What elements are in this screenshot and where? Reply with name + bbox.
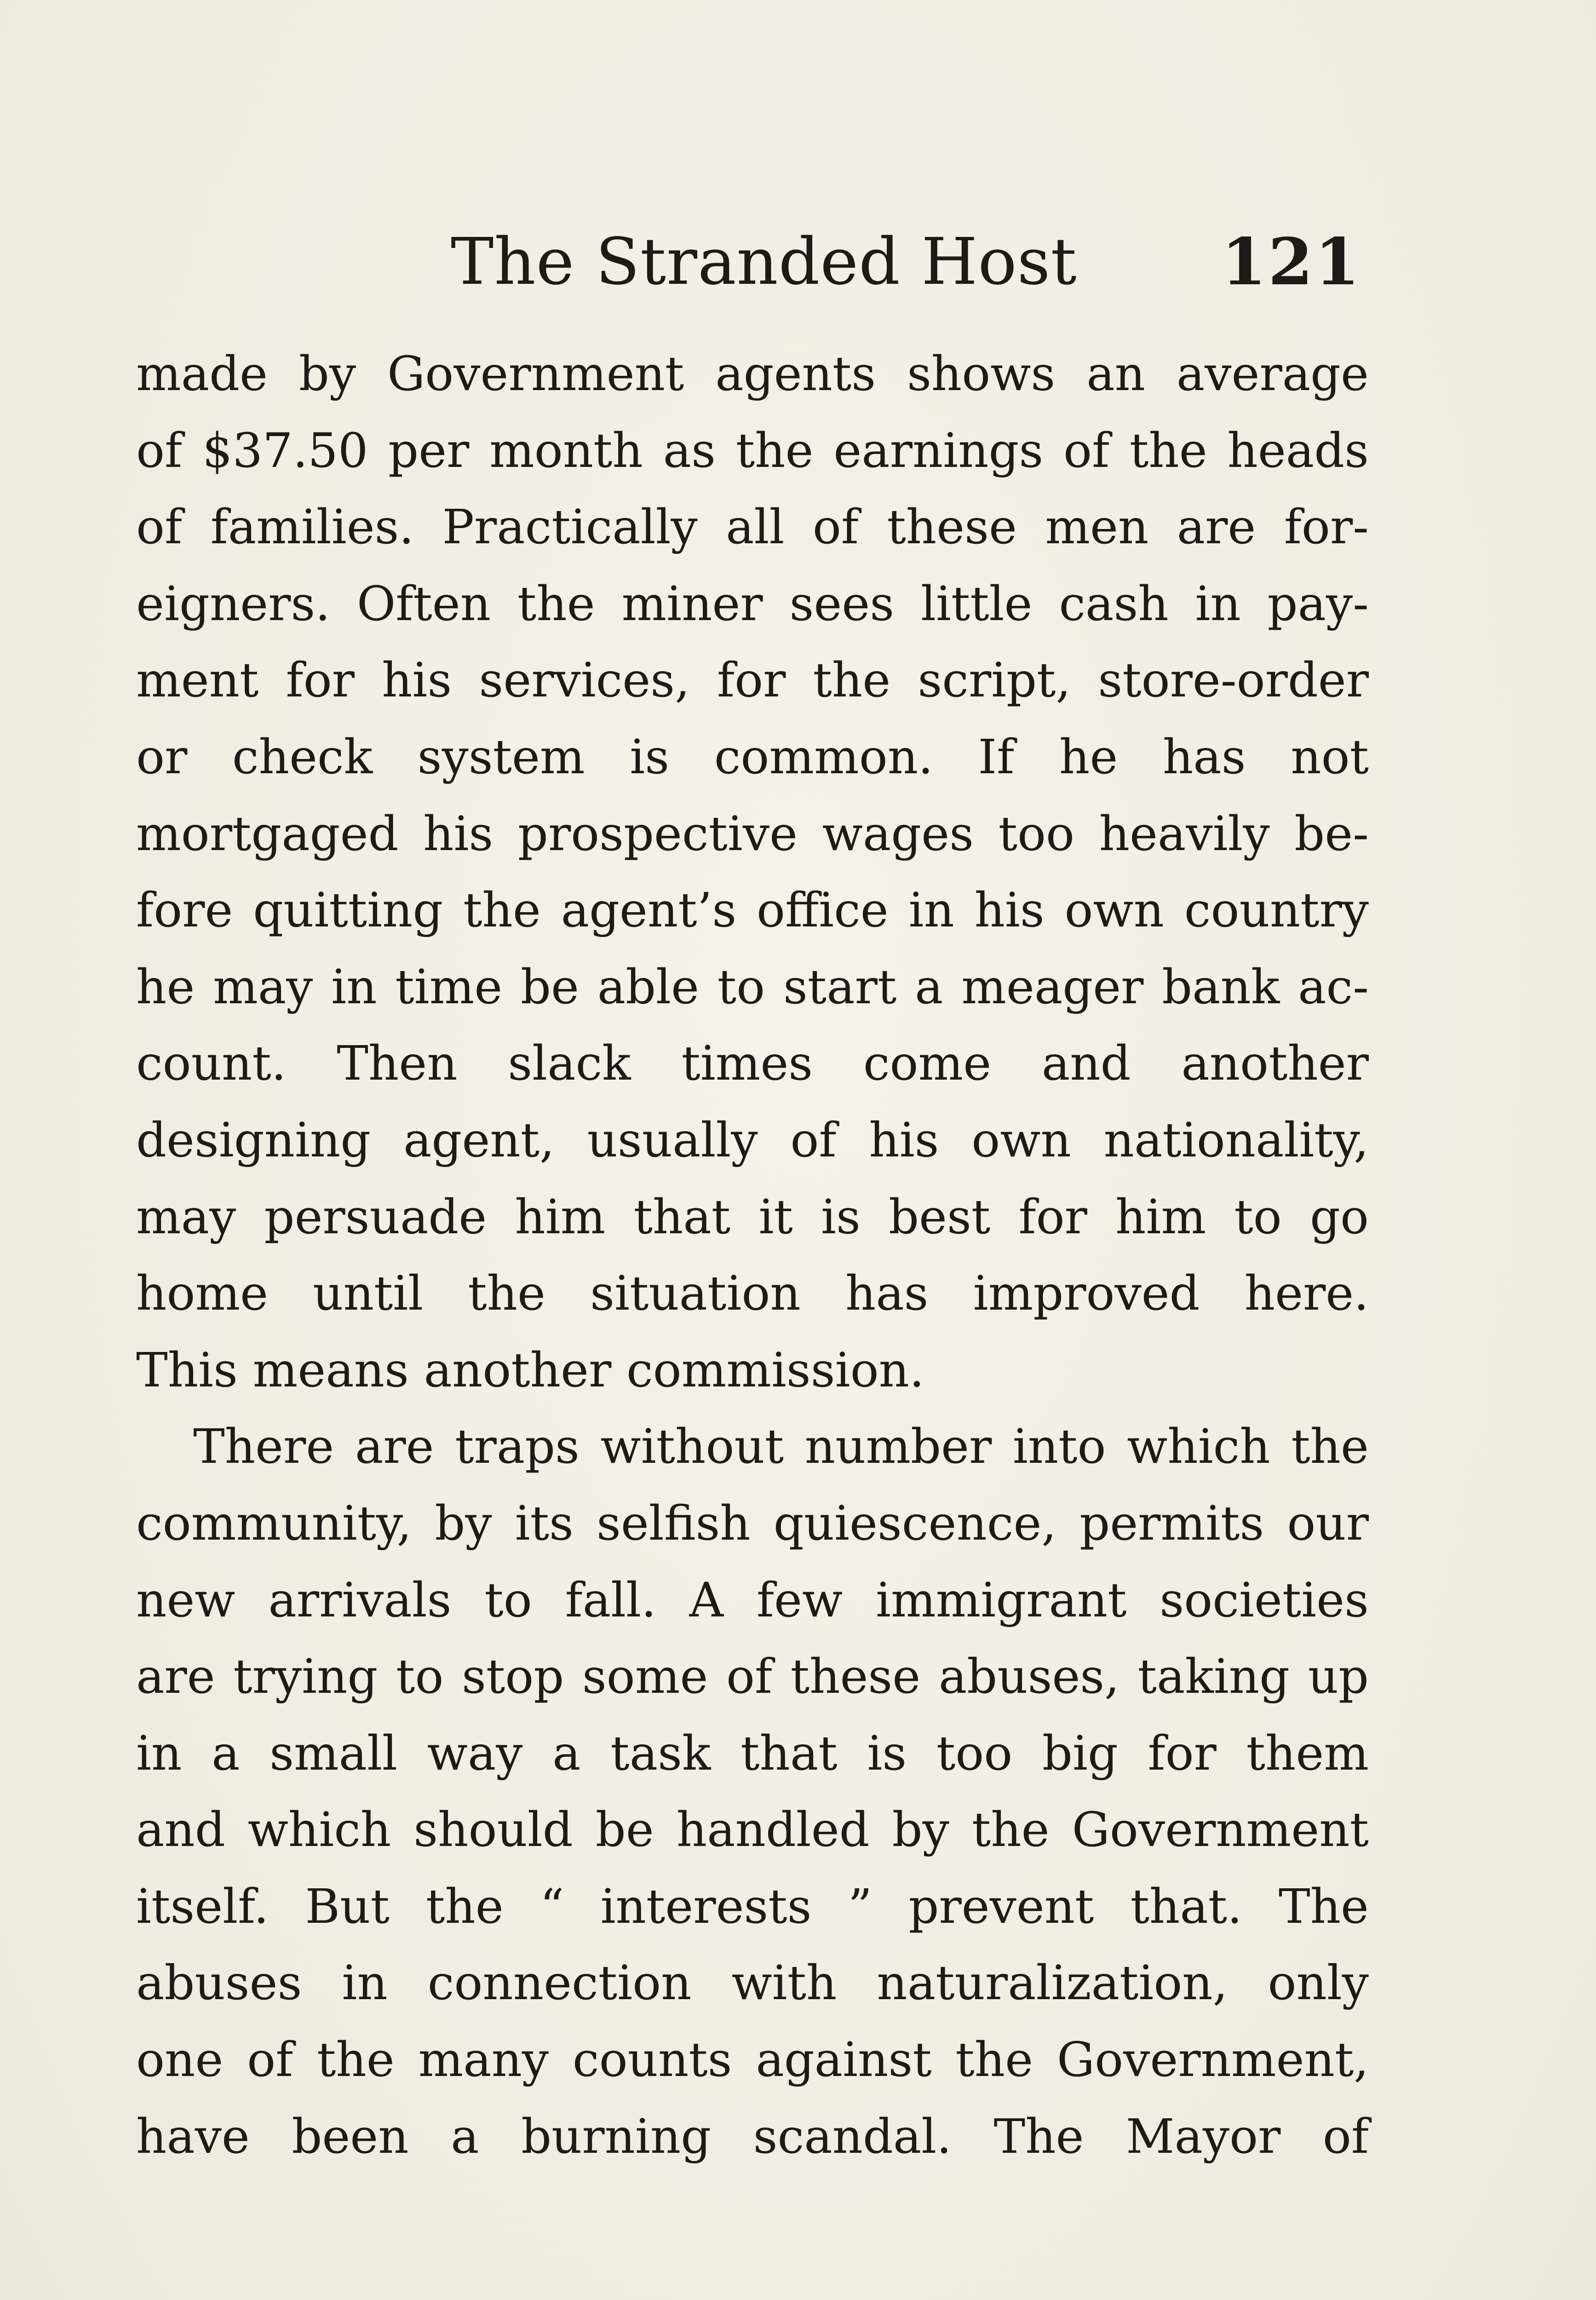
text-line: abuses in connection with naturalization, only — [136, 1955, 1369, 2011]
text-line: of families. Practically all of these men are for- — [136, 500, 1369, 555]
text-line: count. Then slack times come and another — [136, 1036, 1369, 1092]
text-line: made by Government agents shows an average — [136, 346, 1369, 402]
text-line: ment for his services, for the script, store-order — [136, 653, 1369, 708]
text-line: eigners. Often the miner sees little cash in pay- — [136, 576, 1369, 632]
text-line: one of the many counts against the Government, — [136, 2032, 1369, 2088]
text-line: of $37.50 per month as the earnings of the heads — [136, 423, 1369, 478]
paragraph-end-line: This means another commission. — [136, 1342, 924, 1398]
text-line: and which should be handled by the Government — [136, 1802, 1369, 1858]
page-number: 121 — [1221, 224, 1361, 300]
text-line: in a small way a task that is too big for them — [136, 1725, 1369, 1781]
text-line: may persuade him that it is best for him to go — [136, 1189, 1369, 1245]
text-line: have been a burning scandal. The Mayor of — [136, 2109, 1369, 2164]
text-line: community, by its selfish quiescence, permits our — [136, 1495, 1369, 1551]
text-line: designing agent, usually of his own nationality, — [136, 1112, 1369, 1168]
page-header — [451, 216, 1361, 308]
paragraph-start-line: There are traps without number into which the — [193, 1419, 1369, 1475]
text-line: itself. But the “ interests ” prevent that. The — [136, 1879, 1369, 1934]
text-line: are trying to stop some of these abuses, taking up — [136, 1649, 1369, 1705]
text-line: or check system is common. If he has not — [136, 729, 1369, 785]
text-line: home until the situation has improved here. — [136, 1266, 1369, 1322]
running-title: The Stranded Host — [451, 224, 1077, 299]
text-line: he may in time be able to start a meager bank ac- — [136, 959, 1369, 1015]
text-line: mortgaged his prospective wages too heavily be- — [136, 806, 1369, 862]
text-line: new arrivals to fall. A few immigrant societies — [136, 1572, 1369, 1628]
body-text — [136, 336, 1369, 2175]
text-line: fore quitting the agent’s office in his own country — [136, 883, 1369, 938]
